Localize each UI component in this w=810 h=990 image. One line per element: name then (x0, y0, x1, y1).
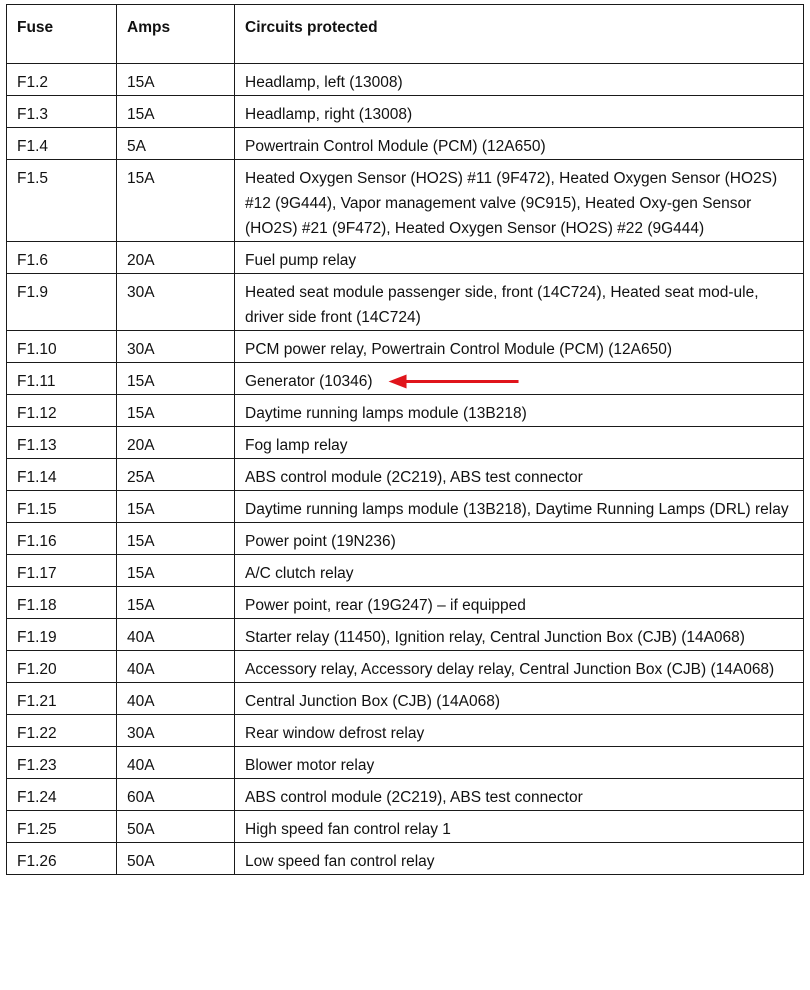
amps-cell: 20A (117, 242, 235, 274)
circuits-cell: Starter relay (11450), Ignition relay, Central Junction Box (CJB) (14A068) (235, 619, 804, 651)
amps-cell: 15A (117, 587, 235, 619)
circuits-cell: PCM power relay, Powertrain Control Module (PCM) (12A650) (235, 331, 804, 363)
circuits-cell: Headlamp, right (13008) (235, 96, 804, 128)
amps-cell: 60A (117, 779, 235, 811)
amps-cell: 50A (117, 811, 235, 843)
amps-cell: 40A (117, 619, 235, 651)
fuse-cell: F1.25 (7, 811, 117, 843)
amps-cell: 5A (117, 128, 235, 160)
header-amps: Amps (117, 5, 235, 64)
fuse-cell: F1.2 (7, 64, 117, 96)
amps-cell: 40A (117, 651, 235, 683)
fuse-cell: F1.24 (7, 779, 117, 811)
circuits-cell: Powertrain Control Module (PCM) (12A650) (235, 128, 804, 160)
circuits-cell: Heated seat module passenger side, front (14C724), Heated seat mod-ule, driver side front (14C724) (235, 274, 804, 331)
fuse-cell: F1.6 (7, 242, 117, 274)
fuse-cell: F1.9 (7, 274, 117, 331)
circuits-cell: Heated Oxygen Sensor (HO2S) #11 (9F472), Heated Oxygen Sensor (HO2S) #12 (9G444), Vapor management valve (9C915), Heated Oxy-gen Sensor (HO2S) #21 (9F472), Heated Oxygen Sensor (HO2S) #22 (9G444) (235, 160, 804, 242)
amps-cell: 40A (117, 683, 235, 715)
amps-cell: 15A (117, 491, 235, 523)
table-header-row (7, 5, 804, 64)
amps-cell: 15A (117, 555, 235, 587)
table-row (7, 843, 804, 875)
fuse-cell: F1.21 (7, 683, 117, 715)
amps-cell: 15A (117, 160, 235, 242)
amps-cell: 15A (117, 523, 235, 555)
table-row (7, 274, 804, 331)
amps-cell: 25A (117, 459, 235, 491)
table-row (7, 363, 804, 395)
table-row (7, 779, 804, 811)
amps-cell: 15A (117, 64, 235, 96)
amps-cell: 40A (117, 747, 235, 779)
table-row (7, 715, 804, 747)
table-row (7, 395, 804, 427)
fuse-cell: F1.14 (7, 459, 117, 491)
header-circuits: Circuits protected (235, 5, 804, 64)
circuits-cell: Low speed fan control relay (235, 843, 804, 875)
fuse-cell: F1.18 (7, 587, 117, 619)
table-body (7, 64, 804, 875)
circuits-cell: Central Junction Box (CJB) (14A068) (235, 683, 804, 715)
fuse-table (6, 4, 804, 875)
circuits-cell: Fog lamp relay (235, 427, 804, 459)
table-row (7, 128, 804, 160)
table-row (7, 459, 804, 491)
circuits-cell: High speed fan control relay 1 (235, 811, 804, 843)
table-row (7, 242, 804, 274)
table-row (7, 64, 804, 96)
fuse-cell: F1.4 (7, 128, 117, 160)
amps-cell: 30A (117, 274, 235, 331)
circuits-cell: Fuel pump relay (235, 242, 804, 274)
fuse-cell: F1.12 (7, 395, 117, 427)
circuits-text: Generator (10346) (245, 373, 373, 390)
table-row (7, 651, 804, 683)
table-row (7, 555, 804, 587)
table-row (7, 160, 804, 242)
circuits-cell: ABS control module (2C219), ABS test connector (235, 779, 804, 811)
circuits-cell: Daytime running lamps module (13B218), Daytime Running Lamps (DRL) relay (235, 491, 804, 523)
fuse-cell: F1.22 (7, 715, 117, 747)
amps-cell: 15A (117, 363, 235, 395)
circuits-cell: Blower motor relay (235, 747, 804, 779)
fuse-cell: F1.13 (7, 427, 117, 459)
circuits-cell: Rear window defrost relay (235, 715, 804, 747)
table-row (7, 331, 804, 363)
fuse-cell: F1.10 (7, 331, 117, 363)
amps-cell: 20A (117, 427, 235, 459)
table-row (7, 811, 804, 843)
table-row (7, 491, 804, 523)
table-row (7, 523, 804, 555)
amps-cell: 15A (117, 395, 235, 427)
table-row (7, 587, 804, 619)
circuits-cell: Power point (19N236) (235, 523, 804, 555)
circuits-cell: Power point, rear (19G247) – if equipped (235, 587, 804, 619)
circuits-cell: A/C clutch relay (235, 555, 804, 587)
amps-cell: 30A (117, 715, 235, 747)
circuits-cell: Headlamp, left (13008) (235, 64, 804, 96)
table-row (7, 427, 804, 459)
fuse-cell: F1.5 (7, 160, 117, 242)
fuse-cell: F1.16 (7, 523, 117, 555)
header-fuse: Fuse (7, 5, 117, 64)
fuse-cell: F1.20 (7, 651, 117, 683)
circuits-cell: Accessory relay, Accessory delay relay, Central Junction Box (CJB) (14A068) (235, 651, 804, 683)
fuse-cell: F1.23 (7, 747, 117, 779)
amps-cell: 50A (117, 843, 235, 875)
fuse-cell: F1.3 (7, 96, 117, 128)
fuse-cell: F1.15 (7, 491, 117, 523)
fuse-cell: F1.26 (7, 843, 117, 875)
circuits-cell: ABS control module (2C219), ABS test connector (235, 459, 804, 491)
amps-cell: 30A (117, 331, 235, 363)
circuits-cell (235, 363, 804, 395)
table-row (7, 747, 804, 779)
amps-cell: 15A (117, 96, 235, 128)
circuits-cell: Daytime running lamps module (13B218) (235, 395, 804, 427)
fuse-cell: F1.17 (7, 555, 117, 587)
fuse-cell: F1.19 (7, 619, 117, 651)
table-row (7, 683, 804, 715)
table-row (7, 619, 804, 651)
table-row (7, 96, 804, 128)
fuse-cell: F1.11 (7, 363, 117, 395)
